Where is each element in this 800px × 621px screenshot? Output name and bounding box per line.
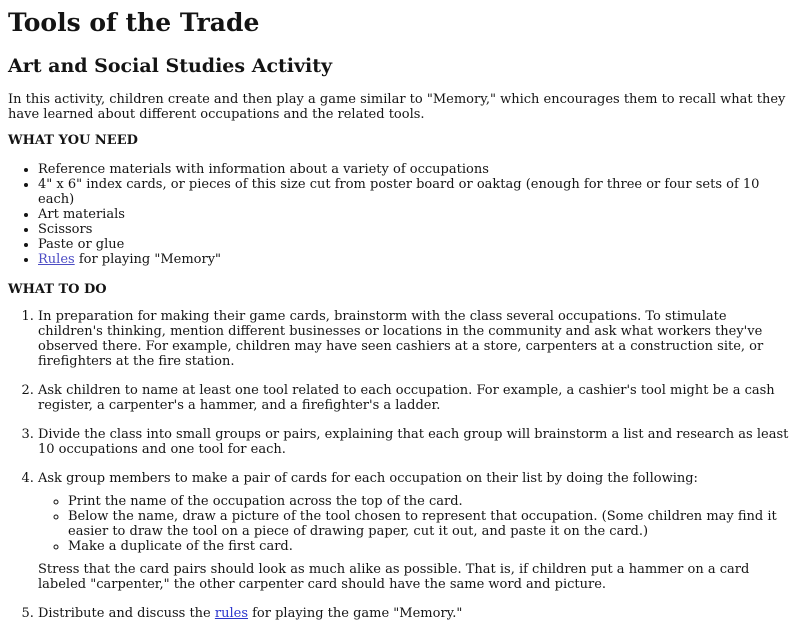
step5-prefix: Distribute and discuss the xyxy=(38,606,215,621)
what-you-need-heading: WHAT YOU NEED xyxy=(8,133,138,148)
rules-link[interactable]: Rules xyxy=(38,252,75,267)
list-item: • 4" x 6" index cards, or pieces of this size cut from poster board or oaktag (enough for three or four sets of 10 each) xyxy=(38,177,792,207)
rules-link-2[interactable]: rules xyxy=(214,606,248,621)
step-substeps-list xyxy=(38,494,792,554)
list-item: • Reference materials with information about a variety of occupations xyxy=(38,162,792,177)
step-item: 3. Divide the class into small groups or pairs, explaining that each group will brainstorm a list and research as least 10 occupations and one tool for each. xyxy=(38,427,792,457)
step-item: 1. In preparation for making their game cards, brainstorm with the class several occupations. To stimulate children's thinking, mention different businesses or locations in the community and ask what workers they've observed there. For example, children may have seen cashiers at a store, carpenters at a construction site, or firefighters at the fire station. xyxy=(38,309,792,369)
step-note: Stress that the card pairs should look as much alike as possible. That is, if children put a hammer on a card labeled "carpenter," the other carpenter card should have the same word and picture. xyxy=(38,562,750,592)
list-item: • Paste or glue xyxy=(38,237,792,252)
list-item: • Scissors xyxy=(38,222,792,237)
step-item xyxy=(38,606,792,621)
step-item: 2. Ask children to name at least one tool related to each occupation. For example, a cashier's tool might be a cash register, a carpenter's a hammer, and a firefighter's a ladder. xyxy=(38,383,792,413)
step5-suffix: for playing the game "Memory." xyxy=(247,606,463,621)
rules-link-suffix: for playing "Memory" xyxy=(74,252,222,267)
step-item xyxy=(38,471,792,592)
page-title: Tools of the Trade xyxy=(8,8,260,37)
intro-paragraph: In this activity, children create and then play a game similar to "Memory," which encourages them to recall what they have learned about different occupations and the related tools. xyxy=(8,92,786,122)
substep-item: ◦ Below the name, draw a picture of the tool chosen to represent that occupation. (Some children may find it easier to draw the tool on a piece of drawing paper, cut it out, and paste it on the card.) xyxy=(68,509,792,539)
substep-item: ◦ Print the name of the occupation across the top of the card. xyxy=(68,494,792,509)
page-subtitle: Art and Social Studies Activity xyxy=(8,55,333,77)
step-item-text: Ask group members to make a pair of cards for each occupation on their list by doing the following: xyxy=(38,471,698,486)
substep-item: ◦ Make a duplicate of the first card. xyxy=(68,539,792,554)
steps-list xyxy=(8,309,792,621)
list-item-rules xyxy=(38,252,792,267)
what-to-do-heading: WHAT TO DO xyxy=(8,282,107,297)
materials-list xyxy=(8,162,792,267)
list-item: • Art materials xyxy=(38,207,792,222)
